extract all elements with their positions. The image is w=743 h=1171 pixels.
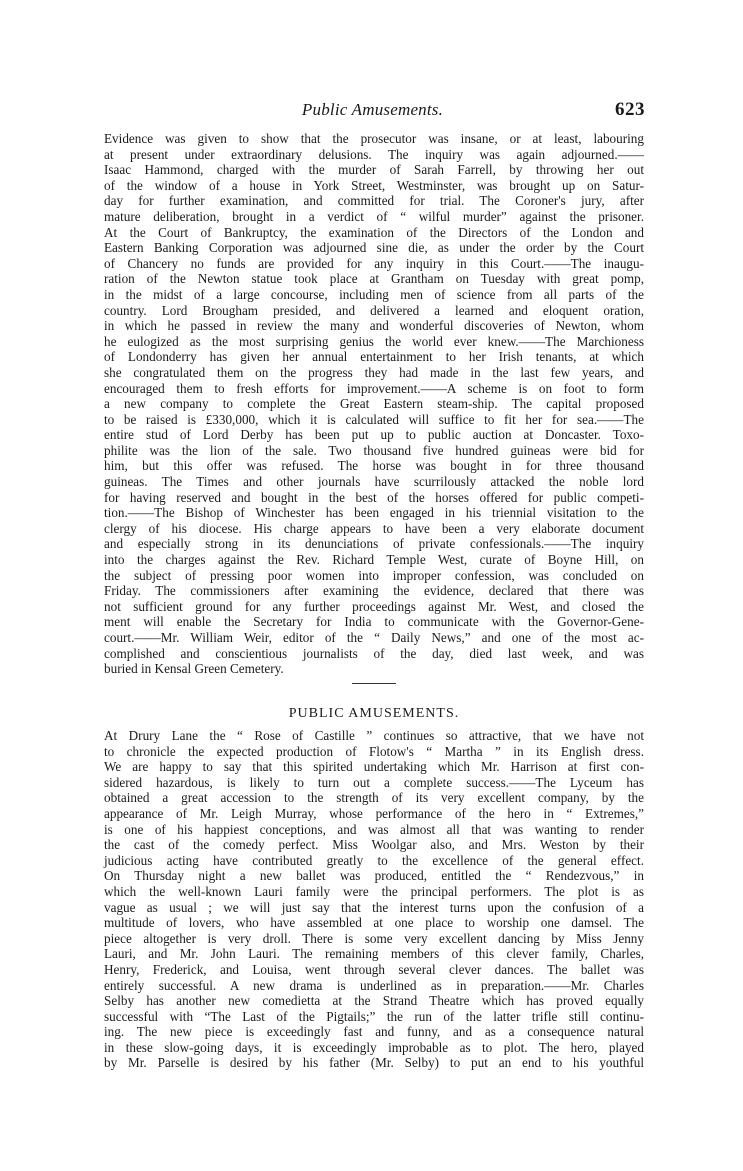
text-line: in which he passed in review the many and wonderful discoveries of Newton, whom xyxy=(104,318,644,334)
text-line: appearance of Mr. Leigh Murray, whose performance of the hero in “ Extremes,” xyxy=(104,805,644,821)
text-line: Friday. The commissioners after examining the evidence, declared that there was xyxy=(104,583,644,599)
text-line: a new company to complete the Great Eastern steam-ship. The capital proposed xyxy=(104,396,644,412)
text-line: ration of the Newton statue took place at Grantham on Tuesday with great pomp, xyxy=(104,271,644,287)
text-line: tion.——The Bishop of Winchester has been engaged in his triennial visitation to the xyxy=(104,505,644,521)
text-line: he eulogized as the most surprising genius the world ever knew.——The Marchioness xyxy=(104,333,644,349)
text-line: of the window of a house in York Street, Westminster, was brought up on Satur- xyxy=(104,177,644,193)
text-line: vague as usual ; we will just say that the interest turns upon the confusion of a xyxy=(104,899,644,915)
section-divider xyxy=(352,683,396,684)
text-line: day for further examination, and committed for trial. The Coroner's jury, after xyxy=(104,193,644,209)
text-line: obtained a great accession to the strength of its very excellent company, by the xyxy=(104,790,644,806)
text-line: in the midst of a large concourse, including men of science from all parts of the xyxy=(104,286,644,302)
text-line: and especially strong in its denunciations of private confessionals.——The inquiry xyxy=(104,536,644,552)
running-title: Public Amusements. xyxy=(301,100,444,119)
text-line: At the Court of Bankruptcy, the examination of the Directors of the London and xyxy=(104,224,644,240)
text-line: Evidence was given to show that the prosecutor was insane, or at least, labouring xyxy=(104,131,644,146)
text-line: Eastern Banking Corporation was adjourned sine die, as under the order by the Court xyxy=(104,240,644,256)
text-line: successful with “The Last of the Pigtails;” the run of the latter trifle still continu- xyxy=(104,1008,644,1024)
text-line: into the charges against the Rev. Richard Temple West, curate of Boyne Hill, on xyxy=(104,552,644,568)
text-line: to be raised is £330,000, which it is calculated will suffice to fit her for sea.——The xyxy=(104,411,644,427)
text-line: philite was the lion of the sale. Two thousand five hundred guineas were bid for xyxy=(104,442,644,458)
text-line: At Drury Lane the “ Rose of Castille ” continues so attractive, that we have not xyxy=(104,728,644,743)
text-line: guineas. The Times and other journals have scurrilously attacked the noble lord xyxy=(104,474,644,490)
running-head xyxy=(100,100,645,124)
text-line: ment will enable the Secretary for India to communicate with the Governor-Gene- xyxy=(104,614,644,630)
text-line: ing. The new piece is exceedingly fast and funny, and as a consequence natural xyxy=(104,1024,644,1040)
text-line: for having reserved and bought in the best of the horses offered for public competi- xyxy=(104,489,644,505)
text-line: the cast of the comedy perfect. Miss Woolgar also, and Mrs. Weston by their xyxy=(104,837,644,853)
text-line: entirely successful. A new drama is underlined as in preparation.——Mr. Charles xyxy=(104,977,644,993)
text-line: by Mr. Parselle is desired by his father (Mr. Selby) to put an end to his youthful xyxy=(104,1055,644,1071)
text-line: which the well-known Lauri family were the principal performers. The plot is as xyxy=(104,883,644,899)
text-line: not sufficient ground for any further proceedings against Mr. West, and closed the xyxy=(104,598,644,614)
text-line: country. Lord Brougham presided, and delivered a learned and eloquent oration, xyxy=(104,302,644,318)
text-line: Lauri, and Mr. John Lauri. The remaining members of this clever family, Charles, xyxy=(104,946,644,962)
text-line: is one of his happiest conceptions, and was almost all that was wanting to render xyxy=(104,821,644,837)
text-line: to chronicle the expected production of Flotow's “ Martha ” in its English dress. xyxy=(104,743,644,759)
text-line: him, but this offer was refused. The horse was bought in for three thousand xyxy=(104,458,644,474)
text-line: Isaac Hammond, charged with the murder of Sarah Farrell, by throwing her out xyxy=(104,162,644,178)
text-line: clergy of his diocese. His charge appears to have been a very elaborate document xyxy=(104,520,644,536)
text-line: encouraged them to fresh efforts for improvement.——A scheme is on foot to form xyxy=(104,380,644,396)
section-heading: PUBLIC AMUSEMENTS. xyxy=(288,706,460,721)
text-line: Selby has another new comedietta at the Strand Theatre which has proved equally xyxy=(104,993,644,1009)
text-line: multitude of lovers, who have assembled at one place to worship one damsel. The xyxy=(104,915,644,931)
text-line: judicious acting have contributed greatly to the excellence of the general effect. xyxy=(104,852,644,868)
text-line: she congratulated them on the progress they had made in the last few years, and xyxy=(104,364,644,380)
text-line: On Thursday night a new ballet was produced, entitled the “ Rendezvous,” in xyxy=(104,868,644,884)
text-line: entire stud of Lord Derby has been put up to public auction at Doncaster. Toxo- xyxy=(104,427,644,443)
text-line: mature deliberation, brought in a verdict of “ wilful murder” against the prisoner. xyxy=(104,208,644,224)
text-line: at present under extraordinary delusions. The inquiry was again adjourned.—— xyxy=(104,146,644,162)
news-summary-paragraph xyxy=(104,131,644,677)
text-line: complished and conscientious journalists of the day, died last week, and was xyxy=(104,645,644,661)
text-line: Henry, Frederick, and Louisa, went through several clever dances. The ballet was xyxy=(104,961,644,977)
text-line: the subject of pressing poor women into improper confession, was concluded on xyxy=(104,567,644,583)
text-line: of Chancery no funds are provided for any inquiry in this Court.——The inaugu- xyxy=(104,255,644,271)
text-line: in these slow-going days, it is exceedingly improbable as to plot. The hero, played xyxy=(104,1039,644,1055)
page-number: 623 xyxy=(615,99,645,120)
text-line: We are happy to say that this spirited undertaking which Mr. Harrison at first con- xyxy=(104,759,644,775)
text-line: buried in Kensal Green Cemetery. xyxy=(104,661,284,677)
text-line: court.——Mr. William Weir, editor of the “ Daily News,” and one of the most ac- xyxy=(104,630,644,645)
text-line: sidered hazardous, is likely to turn out a complete success.——The Lyceum has xyxy=(104,774,644,790)
text-line: of Londonderry has given her annual entertainment to her Irish tenants, at which xyxy=(104,349,644,365)
text-line: piece altogether is very droll. There is some very excellent dancing by Miss Jenny xyxy=(104,930,644,946)
public-amusements-paragraph xyxy=(104,728,644,1071)
